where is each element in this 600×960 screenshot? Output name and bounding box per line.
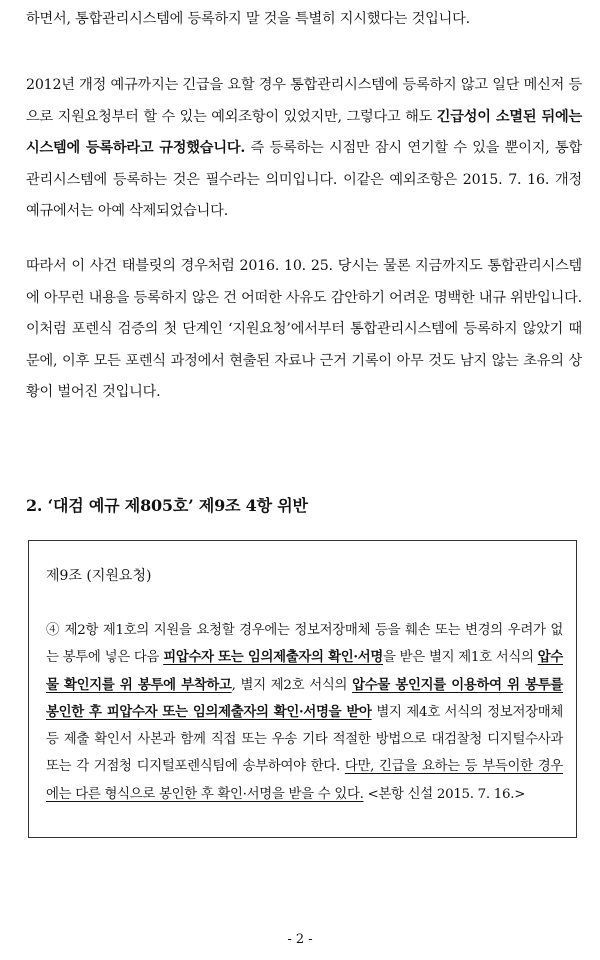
paragraph-text-part2: 즉 등록하는 시점만 잠시 연기할 수 있을 뿐이지, 통합관리시스템에 등록하는 것은 필수라는 의미입니다. 이같은 예외조항은 2015. 7. 16. 개정 예규에서는 아예 삭제되었습니다. — [26, 140, 582, 219]
paragraph-text: 하면서, 통합관리시스템에 등록하지 말 것을 특별히 지시했다는 것입니다. — [26, 11, 470, 27]
quote-text-4: 별지 제4호 서식의 정보저장매체 등 제출 확인서 사본과 함께 직접 또는 우송 기타 적절한 방법으로 대검찰청 디지털수사과 또는 각 거점청 디지털포렌식팀에 송부하여야 한다. — [46, 704, 563, 775]
quote-text-3: , 별지 제2호 서식의 — [231, 677, 353, 693]
quote-text-1: ④ 제2항 제1호의 지원을 요청할 경우에는 정보저장매체 등을 훼손 또는 변경의 우려가 없는 봉투에 넣은 다음 — [46, 623, 563, 666]
paragraph-text-part1: 2012년 개정 예규까지는 긴급을 요할 경우 통합관리시스템에 등록하지 않고 일단 메신저 등으로 지원요청부터 할 수 있는 예외조항이 있었지만, 그렇다고 해도 — [26, 77, 582, 125]
quote-box-title: 제9조 (지원요청) — [46, 568, 152, 584]
paragraph-continuation — [26, 4, 582, 36]
paragraph-exception-clause — [26, 70, 582, 228]
paragraph-violation — [26, 251, 582, 409]
quote-underlined-bold-1: 피압수자 또는 임의제출자의 확인·서명 — [163, 649, 384, 666]
paragraph-text: 따라서 이 사건 태블릿의 경우처럼 2016. 10. 25. 당시는 물론 지금까지도 통합관리시스템에 아무런 내용을 등록하지 않은 건 어떠한 사유도 감안하기 어려운 명백한 내규 위반입니다. 이처럼 포렌식 검증의 첫 단계인 ‘지원요청’에서부터 통합관리시스템에 등록하지 않았기 때문에, 이후 모든 포렌식 과정에서 현출된 자료나 근거 기록이 아무 것도 남지 않는 초유의 상황이 벌어진 것입니다. — [26, 258, 582, 400]
quote-amendment-note: <본항 신설 2015. 7. 16.> — [363, 786, 526, 802]
page-number: - 2 - — [287, 932, 313, 947]
quote-text-2: 을 받은 별지 제1호 서식의 — [383, 650, 538, 666]
quote-underlined-bold-3: 압수물 봉인지를 이용하여 위 봉투를 봉인한 후 피압수자 또는 임의제출자의 확인·서명을 받아 — [46, 676, 563, 720]
quote-underlined-exception: 다만, 긴급을 요하는 등 부득이한 경우에는 다른 형식으로 봉인한 후 확인·서명을 받을 수 있다. — [46, 759, 563, 802]
paragraph-bold-statement: 긴급성이 소멸된 뒤에는 시스템에 등록하라고 규정했습니다. — [26, 108, 582, 156]
quote-box — [28, 540, 577, 838]
quote-box-body — [46, 617, 563, 808]
quote-underlined-bold-2: 압수물 확인지를 위 봉투에 부착하고 — [46, 649, 563, 693]
section-heading: 2. ‘대검 예규 제805호’ 제9조 4항 위반 — [26, 496, 308, 515]
